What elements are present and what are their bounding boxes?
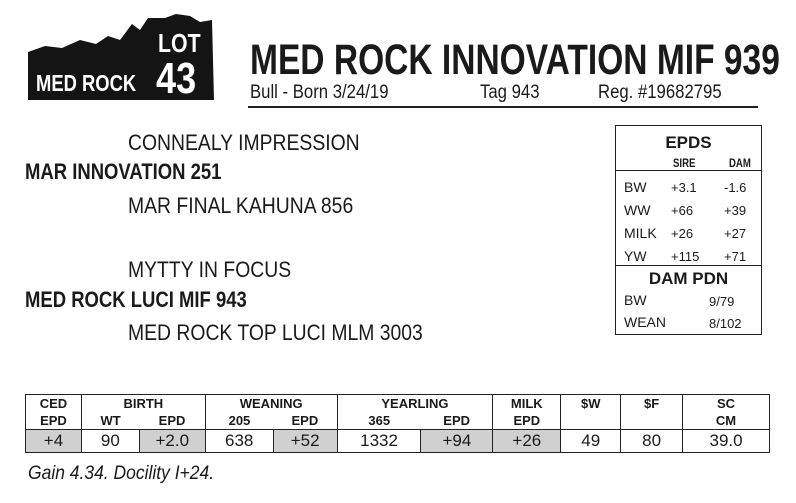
animal-info-line xyxy=(248,82,758,108)
brand-name: MED ROCK xyxy=(36,70,137,96)
hdr-birth: BIRTH xyxy=(81,395,205,413)
med-rock-logo xyxy=(0,0,230,110)
table-header-row xyxy=(26,395,770,413)
footnote: Gain 4.34. Docility I+24. xyxy=(28,463,215,484)
val-ced: +4 xyxy=(26,430,82,453)
lot-number: 43 xyxy=(156,54,197,103)
sire-dam: MAR FINAL KAHUNA 856 xyxy=(128,193,354,218)
hdr-sc: SC xyxy=(683,395,770,413)
tag-number: Tag 943 xyxy=(480,82,540,103)
sub-wean-epd: EPD xyxy=(273,412,337,430)
sub-milk: EPD xyxy=(493,412,561,430)
animal-name: MED ROCK INNOVATION MIF 939 xyxy=(250,36,780,84)
table-value-row xyxy=(26,430,770,453)
epd-row-sire: +115 xyxy=(671,249,700,264)
sub-sc: CM xyxy=(683,412,770,430)
val-wean-wt: 638 xyxy=(205,430,273,453)
dam: MED ROCK LUCI MIF 943 xyxy=(25,287,247,312)
epd-row-dam: +27 xyxy=(724,226,747,241)
val-year-wt: 1332 xyxy=(337,430,421,453)
epds-title: EPDS xyxy=(665,133,712,152)
table-subheader-row xyxy=(26,412,770,430)
epd-row-dam: +71 xyxy=(724,249,747,264)
pdn-row-label: BW xyxy=(624,292,647,308)
epd-row-sire: +26 xyxy=(671,226,694,241)
epd-box xyxy=(615,125,762,335)
sire: MAR INNOVATION 251 xyxy=(25,159,222,184)
val-birth-wt: 90 xyxy=(81,430,139,453)
registration-number: Reg. #19682795 xyxy=(598,82,722,103)
pdn-row-label: WEAN xyxy=(624,314,666,330)
sub-birth-wt: WT xyxy=(81,412,139,430)
epd-row-label: MILK xyxy=(624,225,657,241)
lot-label: LOT xyxy=(158,28,201,58)
hdr-weaning: WEANING xyxy=(205,395,337,413)
hdr-sf: $F xyxy=(621,395,683,413)
val-milk: +26 xyxy=(493,430,561,453)
epd-row-sire: +66 xyxy=(671,203,694,218)
dam-dam: MED ROCK TOP LUCI MLM 3003 xyxy=(128,320,423,345)
val-birth-epd: +2.0 xyxy=(139,430,205,453)
dam-sire: MYTTY IN FOCUS xyxy=(128,257,292,282)
val-sw: 49 xyxy=(561,430,621,453)
val-sc: 39.0 xyxy=(683,430,770,453)
val-sf: 80 xyxy=(621,430,683,453)
pdn-row-value: 8/102 xyxy=(709,316,742,331)
pdn-row-value: 9/79 xyxy=(709,294,735,309)
epd-row-sire: +3.1 xyxy=(671,180,697,195)
sex-born: Bull - Born 3/24/19 xyxy=(250,82,389,103)
epd-row-dam: +39 xyxy=(724,203,747,218)
epd-row-label: BW xyxy=(624,179,647,195)
hdr-sw: $W xyxy=(561,395,621,413)
sub-year-epd: EPD xyxy=(421,412,493,430)
sub-year-wt: 365 xyxy=(337,412,421,430)
sub-wean-wt: 205 xyxy=(205,412,273,430)
hdr-milk: MILK xyxy=(493,395,561,413)
performance-table xyxy=(25,394,770,453)
epd-row-label: YW xyxy=(624,248,647,264)
sub-birth-epd: EPD xyxy=(139,412,205,430)
epd-row-label: WW xyxy=(624,202,651,218)
val-year-epd: +94 xyxy=(421,430,493,453)
epd-row-dam: -1.6 xyxy=(724,180,747,195)
hdr-yearling: YEARLING xyxy=(337,395,493,413)
val-wean-epd: +52 xyxy=(273,430,337,453)
sire-sire: CONNEALY IMPRESSION xyxy=(128,130,360,155)
dam-pdn-title: DAM PDN xyxy=(648,269,729,288)
hdr-ced: CED xyxy=(26,395,82,413)
epds-col-sire: SIRE xyxy=(673,156,696,170)
epds-col-dam: DAM xyxy=(729,156,751,170)
sub-ced: EPD xyxy=(26,412,82,430)
